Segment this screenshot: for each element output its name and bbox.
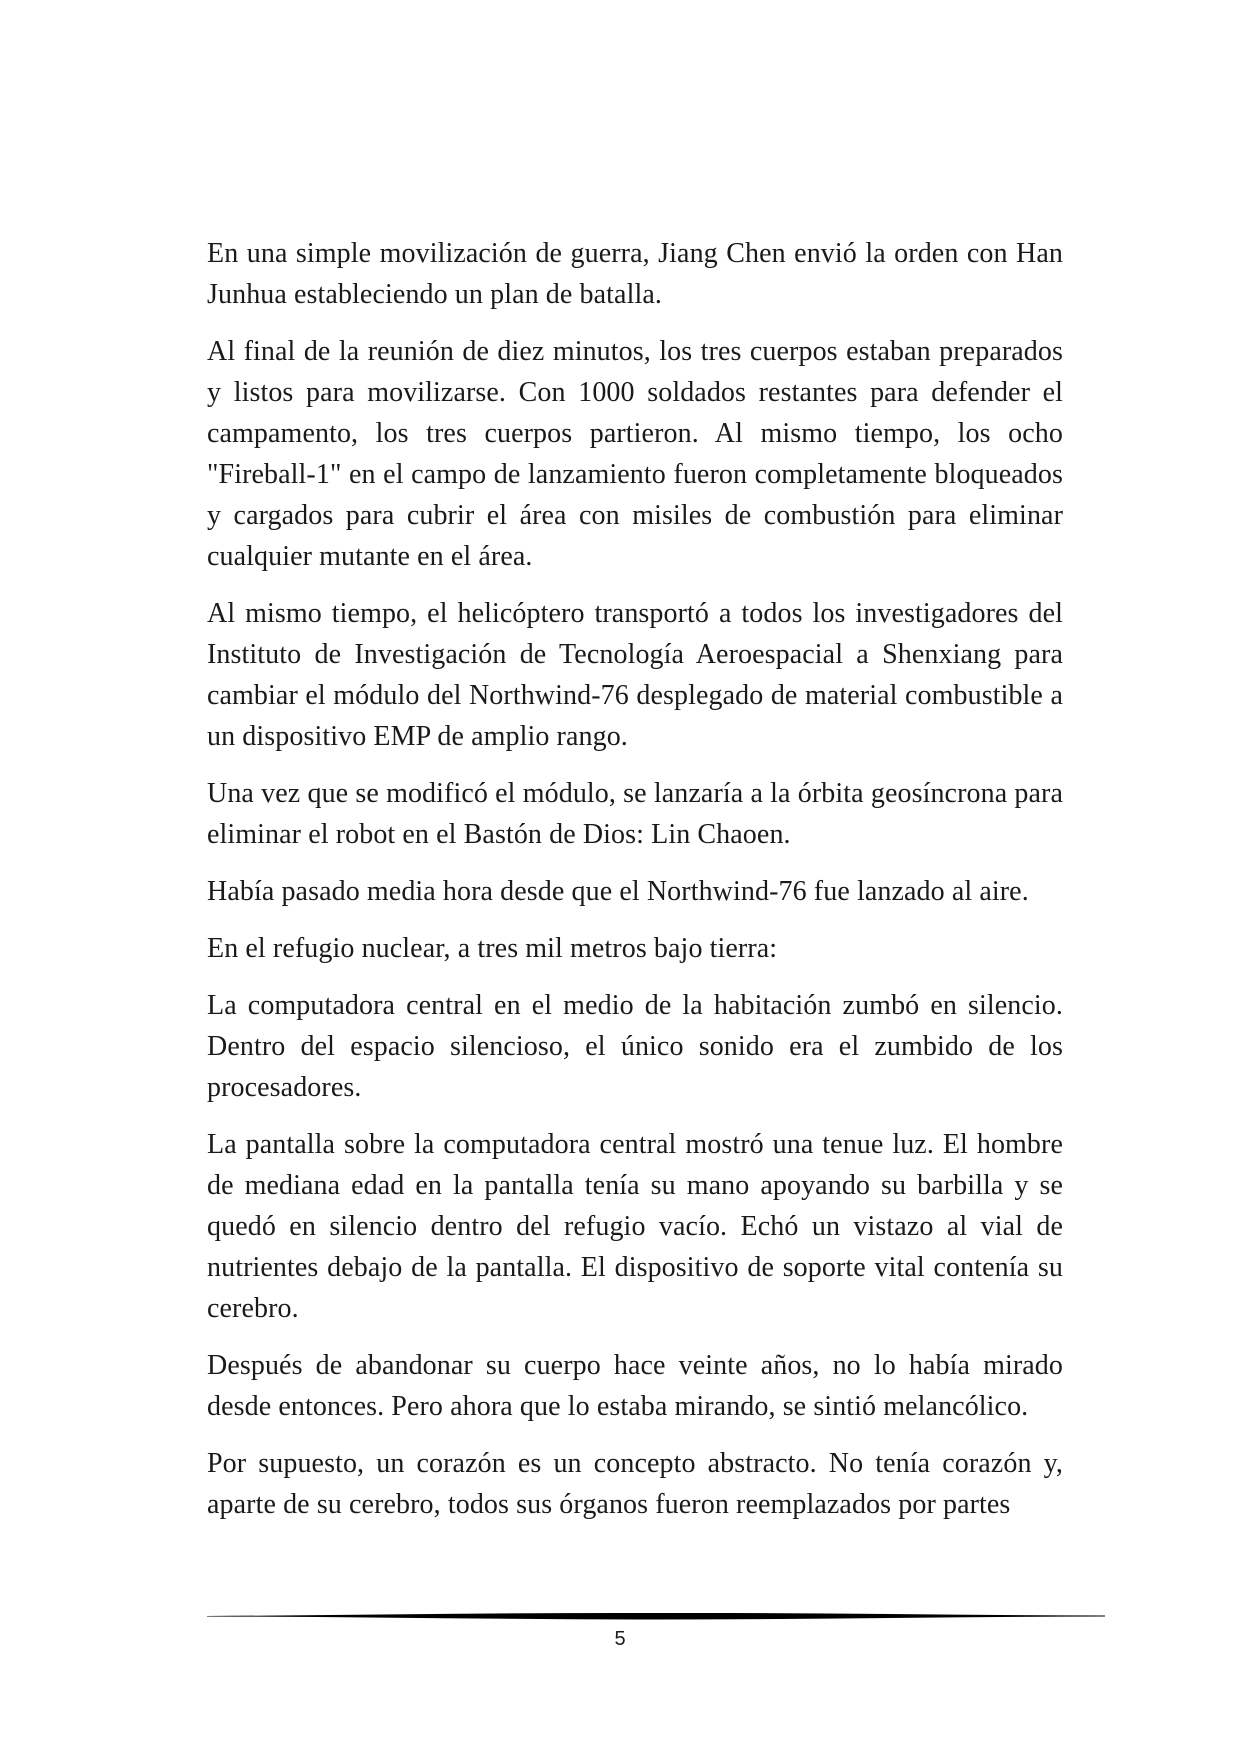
paragraph-3: Al mismo tiempo, el helicóptero transportó a todos los investigadores del Instituto de Investigación de Tecnología Aeroespacial a Shenxiang para cambiar el módulo del Northwind-76 desplegado de material combustible a un dispositivo EMP de amplio rango.: [207, 598, 1063, 752]
paragraph-2: Al final de la reunión de diez minutos, los tres cuerpos estaban preparados y listos para movilizarse. Con 1000 soldados restantes para defender el campamento, los tres cuerpos partieron. Al mismo tiempo, los ocho "Fireball-1" en el campo de lanzamiento fueron completamente bloqueados y cargados para cubrir el área con misiles de combustión para eliminar cualquier mutante en el área.: [207, 336, 1063, 572]
paragraph-7: La computadora central en el medio de la habitación zumbó en silencio. Dentro del espacio silencioso, el único sonido era el zumbido de los procesadores.: [207, 990, 1063, 1103]
paragraph-1: En una simple movilización de guerra, Jiang Chen envió la orden con Han Junhua estableciendo un plan de batalla.: [207, 238, 1063, 310]
paragraph-10: Por supuesto, un corazón es un concepto abstracto. No tenía corazón y, aparte de su cerebro, todos sus órganos fueron reemplazados por partes: [207, 1448, 1063, 1520]
paragraph-8: La pantalla sobre la computadora central mostró una tenue luz. El hombre de mediana edad en la pantalla tenía su mano apoyando su barbilla y se quedó en silencio dentro del refugio vacío. Echó un vistazo al vial de nutrientes debajo de la pantalla. El dispositivo de soporte vital contenía su cerebro.: [207, 1129, 1063, 1324]
paragraph-6: En el refugio nuclear, a tres mil metros bajo tierra:: [207, 933, 778, 964]
footer-divider: [207, 1610, 1105, 1622]
divider-swoosh: [207, 1613, 1105, 1620]
body-text: [207, 233, 1063, 1541]
paragraph-4: Una vez que se modificó el módulo, se lanzaría a la órbita geosíncrona para eliminar el robot en el Bastón de Dios: Lin Chaoen.: [207, 778, 1063, 850]
page-number: 5: [614, 1628, 626, 1650]
paragraph-9: Después de abandonar su cuerpo hace veinte años, no lo había mirado desde entonces. Pero ahora que lo estaba mirando, se sintió melancólico.: [207, 1350, 1063, 1422]
paragraph-5: Había pasado media hora desde que el Northwind-76 fue lanzado al aire.: [207, 876, 1029, 907]
